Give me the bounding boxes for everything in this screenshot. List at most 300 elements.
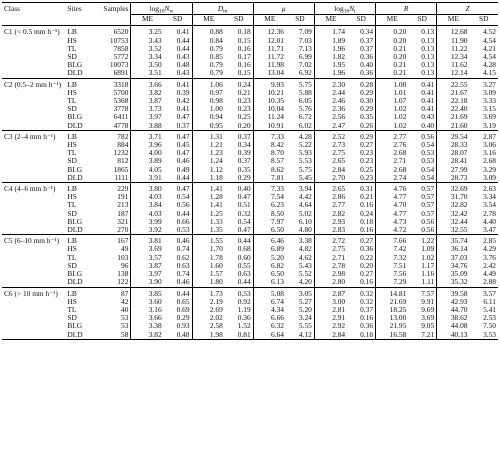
class-cell: [2, 218, 65, 226]
samples-cell: 49: [121, 244, 129, 254]
me-value-cell: 2.71: [314, 254, 347, 262]
sd-value-cell: 4.12: [286, 331, 314, 340]
table-row: [2, 331, 498, 340]
me-value-cell: 1.18: [192, 174, 225, 183]
me-value-cell: 0.20: [376, 37, 409, 45]
me-value-cell: 1.06: [192, 78, 225, 89]
me-value-cell: 1.31: [192, 130, 225, 141]
samples-cell: 3318: [113, 79, 129, 89]
samples-cell: 5368: [113, 96, 129, 106]
me-value-cell: 2.65: [314, 183, 347, 194]
site-cell: SD: [67, 52, 77, 62]
me-value-cell: 2.52: [314, 130, 347, 141]
me-value-cell: 29.54: [437, 130, 470, 141]
me-value-cell: 12.68: [437, 26, 470, 37]
header-sites: Sites: [65, 3, 98, 15]
header-dm: $D_m$: [192, 3, 253, 15]
samples-cell: 42: [121, 296, 129, 306]
class-cell: C5 (6–10 mm h⁻¹): [4, 236, 60, 246]
sd-value-cell: 5.02: [298, 208, 312, 218]
me-value-cell: 2.81: [314, 306, 347, 314]
site-cell: SD: [67, 156, 77, 166]
sd-value-cell: 7.13: [298, 43, 312, 53]
class-cell: C3 (2–4 mm h⁻¹): [4, 131, 56, 141]
sd-value-cell: 0.36: [360, 321, 374, 331]
site-cell: SD: [67, 260, 77, 270]
me-value-cell: 1.02: [376, 105, 409, 113]
me-value-cell: 28.07: [437, 149, 470, 157]
me-value-cell: 3.57: [131, 254, 164, 262]
me-value-cell: 6.50: [253, 270, 286, 278]
me-value-cell: 32.55: [437, 226, 470, 235]
sd-value-cell: 0.56: [421, 131, 435, 141]
me-value-cell: 2.84: [314, 166, 347, 174]
class-cell: [2, 89, 65, 97]
me-value-cell: 2.77: [376, 130, 409, 141]
sd-value-cell: 0.27: [360, 140, 374, 150]
sd-value-cell: 3.16: [483, 148, 496, 158]
class-cell: [2, 245, 65, 253]
sd-value-cell: 5.45: [286, 174, 314, 183]
class-cell: [2, 210, 65, 218]
site-cell: BLG: [67, 321, 83, 331]
class-cell: [2, 278, 65, 287]
sd-value-cell: 0.16: [360, 200, 374, 210]
me-value-cell: 11.24: [253, 113, 286, 121]
me-value-cell: 2.46: [314, 97, 347, 105]
me-value-cell: 4.77: [376, 193, 409, 201]
me-value-cell: 0.88: [192, 26, 225, 37]
me-value-cell: 2.70: [314, 174, 347, 183]
me-value-cell: 3.81: [131, 235, 164, 246]
me-value-cell: 4.05: [131, 166, 164, 174]
site-cell: SD: [67, 208, 77, 218]
sd-value-cell: 4.20: [286, 278, 314, 287]
me-value-cell: 32.42: [437, 210, 470, 218]
site-cell: LB: [67, 236, 77, 246]
samples-cell: 40: [121, 304, 129, 314]
me-value-cell: 0.21: [376, 61, 409, 69]
me-value-cell: 1.89: [314, 37, 347, 45]
me-value-cell: 28.73: [437, 174, 470, 183]
sd-value-cell: 5.27: [298, 296, 312, 306]
header-log-nw: $\log_{10}N_w$: [131, 3, 192, 15]
samples-cell: 6411: [113, 112, 129, 122]
site-cell: BLG: [67, 216, 83, 226]
me-value-cell: 5.08: [253, 287, 286, 298]
samples-cell: 58: [98, 331, 131, 340]
me-value-cell: 3.73: [131, 105, 164, 113]
sd-value-cell: 0.41: [421, 96, 435, 106]
sd-value-cell: 7.02: [298, 60, 312, 70]
samples-cell: 187: [117, 208, 129, 218]
samples-cell: 884: [117, 140, 129, 150]
me-value-cell: 1.73: [192, 287, 225, 298]
sd-value-cell: 4.42: [298, 192, 312, 202]
me-value-cell: 4.70: [376, 201, 409, 209]
me-value-cell: 2.75: [314, 245, 347, 253]
samples-cell: 103: [117, 252, 129, 262]
sd-value-cell: 2.68: [483, 156, 496, 166]
header-r: R: [376, 3, 437, 15]
sd-value-cell: 0.32: [360, 288, 374, 298]
sd-value-cell: 0.46: [176, 236, 190, 246]
sd-value-cell: 3.24: [298, 313, 312, 323]
me-value-cell: 27.99: [437, 166, 470, 174]
me-value-cell: 11.72: [253, 53, 286, 61]
sd-value-cell: 0.32: [360, 296, 374, 306]
sd-value-cell: 0.18: [360, 216, 374, 226]
sd-value-cell: 3.33: [483, 96, 496, 106]
me-value-cell: 3.66: [131, 78, 164, 89]
me-value-cell: 6.66: [253, 314, 286, 322]
site-cell: SD: [67, 104, 77, 114]
sd-value-cell: 3.76: [483, 252, 496, 262]
sd-value-cell: 5.93: [298, 148, 312, 158]
sd-value-cell: 4.52: [483, 27, 496, 37]
sd-value-cell: 0.46: [176, 156, 190, 166]
sd-value-cell: 5.76: [298, 104, 312, 114]
sd-value-cell: 0.65: [176, 296, 190, 306]
me-value-cell: 2.68: [376, 149, 409, 157]
sd-value-cell: 0.26: [347, 122, 375, 131]
class-cell: C2 (0.5–2 mm h⁻¹): [4, 79, 62, 89]
me-value-cell: 8.42: [253, 141, 286, 149]
class-cell: [2, 270, 65, 278]
me-value-cell: 0.85: [192, 53, 225, 61]
sd-value-cell: 6.02: [286, 122, 314, 131]
me-value-cell: 0.79: [192, 69, 225, 78]
me-value-cell: 1.02: [376, 122, 409, 131]
sd-value-cell: 5.75: [298, 79, 312, 89]
sd-value-cell: 0.54: [237, 216, 251, 226]
me-value-cell: 2.92: [314, 322, 347, 330]
sd-value-cell: 0.13: [408, 69, 436, 78]
me-value-cell: 2.91: [314, 314, 347, 322]
sd-value-cell: 0.44: [176, 208, 190, 218]
me-value-cell: 35.09: [437, 270, 470, 278]
sd-value-cell: 0.68: [237, 244, 251, 254]
me-value-cell: 2.87: [314, 287, 347, 298]
table-row: [2, 69, 498, 78]
sd-value-cell: 0.24: [237, 79, 251, 89]
me-value-cell: 11.90: [437, 37, 470, 45]
sd-value-cell: 3.53: [469, 331, 498, 340]
sd-value-cell: 3.19: [469, 122, 498, 131]
me-value-cell: 1.82: [314, 53, 347, 61]
me-value-cell: 3.82: [131, 331, 164, 340]
me-value-cell: 2.36: [314, 105, 347, 113]
me-value-cell: 32.82: [437, 201, 470, 209]
me-value-cell: 2.82: [314, 210, 347, 218]
me-value-cell: 2.77: [314, 201, 347, 209]
me-value-cell: 1.07: [376, 97, 409, 105]
class-cell: C6 (> 10 mm h⁻¹): [4, 288, 58, 298]
sd-value-cell: 0.25: [360, 164, 374, 174]
sd-value-cell: 1.19: [237, 304, 251, 314]
me-value-cell: 44.70: [437, 306, 470, 314]
me-value-cell: 21.69: [376, 298, 409, 306]
class-cell: [2, 53, 65, 61]
sd-value-cell: 2.78: [483, 208, 496, 218]
me-value-cell: 28.33: [437, 141, 470, 149]
sd-value-cell: 5.53: [298, 156, 312, 166]
me-value-cell: 8.57: [253, 157, 286, 165]
sd-value-cell: 3.06: [483, 140, 496, 150]
me-value-cell: 21.67: [437, 89, 470, 97]
sd-value-cell: 0.29: [360, 104, 374, 114]
me-value-cell: 8.70: [253, 149, 286, 157]
sd-value-cell: 0.57: [421, 208, 435, 218]
samples-cell: 213: [117, 200, 129, 210]
me-value-cell: 2.80: [314, 278, 347, 287]
header-me: ME: [131, 15, 164, 26]
site-cell: TL: [67, 252, 77, 262]
sd-value-cell: 0.47: [176, 112, 190, 122]
me-value-cell: 12.01: [253, 37, 286, 45]
sd-value-cell: 0.21: [360, 192, 374, 202]
sd-value-cell: 0.40: [360, 60, 374, 70]
sd-value-cell: 9.05: [421, 321, 435, 331]
samples-cell: 5772: [113, 52, 129, 62]
samples-cell: 5700: [113, 87, 129, 97]
class-cell: [2, 157, 65, 165]
sd-value-cell: 0.40: [237, 184, 251, 194]
sd-value-cell: 3.54: [483, 200, 496, 210]
me-value-cell: 31.70: [437, 193, 470, 201]
table-header: [2, 3, 498, 26]
class-cell: [2, 226, 65, 235]
me-value-cell: 22.18: [437, 97, 470, 105]
me-value-cell: 6.23: [253, 201, 286, 209]
sd-value-cell: 0.43: [176, 52, 190, 62]
me-value-cell: 12.34: [437, 53, 470, 61]
sd-value-cell: 0.36: [360, 244, 374, 254]
sd-value-cell: 0.13: [421, 52, 435, 62]
sd-value-cell: 0.47: [176, 148, 190, 158]
sd-value-cell: 0.41: [421, 87, 435, 97]
class-cell: [2, 97, 65, 105]
me-value-cell: 1.01: [376, 89, 409, 97]
samples-cell: 7858: [113, 43, 129, 53]
me-value-cell: 0.21: [376, 45, 409, 53]
sd-value-cell: 0.60: [237, 252, 251, 262]
sd-value-cell: 0.43: [164, 69, 192, 78]
sd-value-cell: 0.54: [421, 164, 435, 174]
table-row: [2, 122, 498, 131]
me-value-cell: 32.44: [437, 218, 470, 226]
me-value-cell: 3.69: [131, 245, 164, 253]
me-value-cell: 7.56: [376, 270, 409, 278]
sd-value-cell: 2.88: [469, 278, 498, 287]
me-value-cell: 0.79: [192, 61, 225, 69]
me-value-cell: 3.51: [131, 69, 164, 78]
sd-value-cell: 7.21: [408, 331, 436, 340]
sd-value-cell: 0.37: [237, 156, 251, 166]
site-cell: TL: [67, 200, 77, 210]
sd-value-cell: 0.37: [360, 35, 374, 45]
sd-value-cell: 0.16: [237, 60, 251, 70]
me-value-cell: 4.34: [253, 306, 286, 314]
me-value-cell: 22.40: [437, 105, 470, 113]
me-value-cell: 2.47: [314, 122, 347, 131]
me-value-cell: 11.62: [437, 61, 470, 69]
sd-value-cell: 0.41: [421, 79, 435, 89]
header-mu: μ: [253, 3, 314, 15]
site-cell: DLD: [65, 174, 98, 183]
sd-value-cell: 0.25: [237, 112, 251, 122]
me-value-cell: 4.77: [376, 210, 409, 218]
sd-value-cell: 0.36: [237, 313, 251, 323]
sd-value-cell: 3.15: [483, 104, 496, 114]
me-value-cell: 2.68: [376, 166, 409, 174]
sd-value-cell: 3.09: [483, 87, 496, 97]
samples-cell: 270: [98, 226, 131, 235]
me-value-cell: 3.25: [131, 26, 164, 37]
me-value-cell: 7.51: [376, 262, 409, 270]
me-value-cell: 12.14: [437, 69, 470, 78]
sd-value-cell: 0.13: [421, 27, 435, 37]
sd-value-cell: 2.63: [483, 184, 496, 194]
class-cell: [2, 262, 65, 270]
me-value-cell: 6.32: [253, 322, 286, 330]
sd-value-cell: 0.31: [360, 184, 374, 194]
me-value-cell: 7.29: [376, 278, 409, 287]
samples-cell: 229: [117, 184, 129, 194]
sd-value-cell: 0.44: [225, 278, 253, 287]
sd-value-cell: 0.49: [176, 164, 190, 174]
sd-value-cell: 0.56: [408, 226, 436, 235]
me-value-cell: 0.97: [192, 89, 225, 97]
me-value-cell: 7.33: [253, 130, 286, 141]
me-value-cell: 2.86: [314, 193, 347, 201]
sd-value-cell: 5.88: [298, 87, 312, 97]
class-cell: [2, 69, 65, 78]
me-value-cell: 32.69: [437, 183, 470, 194]
me-value-cell: 10.21: [253, 89, 286, 97]
class-cell: [2, 149, 65, 157]
sd-value-cell: 0.35: [237, 164, 251, 174]
me-value-cell: 3.00: [314, 298, 347, 306]
me-value-cell: 3.85: [131, 287, 164, 298]
me-value-cell: 14.81: [376, 287, 409, 298]
me-value-cell: 1.41: [192, 201, 225, 209]
sd-value-cell: 3.57: [483, 288, 496, 298]
table-row: [2, 174, 498, 183]
samples-cell: 1865: [113, 164, 129, 174]
sd-value-cell: 0.29: [225, 174, 253, 183]
me-value-cell: 7.66: [376, 235, 409, 246]
me-value-cell: 11.98: [253, 61, 286, 69]
sd-value-cell: 7.57: [421, 288, 435, 298]
sd-value-cell: 0.81: [225, 331, 253, 340]
class-cell: [2, 331, 65, 340]
sd-value-cell: 0.74: [176, 244, 190, 254]
me-value-cell: 10.35: [253, 97, 286, 105]
sd-value-cell: 0.27: [360, 236, 374, 246]
me-value-cell: 7.33: [253, 183, 286, 194]
sd-value-cell: 4.64: [298, 200, 312, 210]
sd-value-cell: 0.39: [237, 148, 251, 158]
sd-value-cell: 6.10: [298, 216, 312, 226]
me-value-cell: 1.41: [192, 183, 225, 194]
sd-value-cell: 0.54: [408, 174, 436, 183]
site-cell: LB: [67, 131, 77, 141]
sd-value-cell: 0.17: [237, 52, 251, 62]
sd-value-cell: 5.22: [298, 140, 312, 150]
me-value-cell: 10.91: [253, 122, 286, 131]
sd-value-cell: 0.37: [164, 122, 192, 131]
me-value-cell: 3.50: [131, 61, 164, 69]
me-value-cell: 12.36: [253, 26, 286, 37]
sd-value-cell: 0.63: [237, 269, 251, 279]
site-cell: HS: [67, 87, 77, 97]
sd-value-cell: 0.54: [176, 192, 190, 202]
site-cell: TL: [67, 148, 77, 158]
sd-value-cell: 6.72: [298, 112, 312, 122]
sd-value-cell: 5.52: [298, 269, 312, 279]
sd-value-cell: 0.92: [237, 296, 251, 306]
me-value-cell: 3.38: [131, 322, 164, 330]
me-value-cell: 1.96: [314, 45, 347, 53]
me-value-cell: 7.54: [253, 193, 286, 201]
samples-cell: 6891: [98, 69, 131, 78]
site-cell: DLD: [65, 69, 98, 78]
sd-value-cell: 0.23: [347, 174, 375, 183]
header-log-nt: $\log_{10}N_t$: [314, 3, 375, 15]
me-value-cell: 3.71: [131, 130, 164, 141]
header-me: ME: [376, 15, 409, 26]
sd-value-cell: 3.94: [298, 184, 312, 194]
me-value-cell: 1.78: [192, 254, 225, 262]
sd-value-cell: 0.21: [237, 87, 251, 97]
me-value-cell: 0.79: [192, 45, 225, 53]
header-sd: SD: [286, 15, 314, 26]
header-sd: SD: [408, 15, 436, 26]
me-value-cell: 1.57: [192, 270, 225, 278]
site-cell: HS: [67, 140, 77, 150]
me-value-cell: 0.98: [192, 97, 225, 105]
sd-value-cell: 0.41: [176, 104, 190, 114]
sd-value-cell: 0.23: [237, 104, 251, 114]
me-value-cell: 3.43: [131, 37, 164, 45]
sd-value-cell: 0.47: [237, 192, 251, 202]
me-value-cell: 2.93: [314, 218, 347, 226]
sd-value-cell: 4.49: [483, 269, 496, 279]
samples-cell: 1232: [113, 148, 129, 158]
sd-value-cell: 0.22: [360, 252, 374, 262]
table-row: [2, 278, 498, 287]
me-value-cell: 2.65: [314, 157, 347, 165]
sd-value-cell: 0.44: [176, 288, 190, 298]
header-z: Z: [437, 3, 498, 15]
me-value-cell: 2.74: [376, 174, 409, 183]
sd-value-cell: 0.13: [421, 43, 435, 53]
sd-value-cell: 0.35: [360, 112, 374, 122]
me-value-cell: 1.95: [314, 61, 347, 69]
sd-value-cell: 0.41: [176, 79, 190, 89]
class-cell: [2, 105, 65, 113]
sd-value-cell: 0.37: [237, 131, 251, 141]
sd-value-cell: 6.99: [298, 52, 312, 62]
sd-value-cell: 6.05: [298, 96, 312, 106]
class-cell: [2, 37, 65, 45]
sd-value-cell: 0.29: [360, 87, 374, 97]
me-value-cell: 4.76: [376, 183, 409, 194]
me-value-cell: 1.12: [192, 166, 225, 174]
sd-value-cell: 0.16: [360, 313, 374, 323]
sd-value-cell: 3.38: [298, 236, 312, 246]
